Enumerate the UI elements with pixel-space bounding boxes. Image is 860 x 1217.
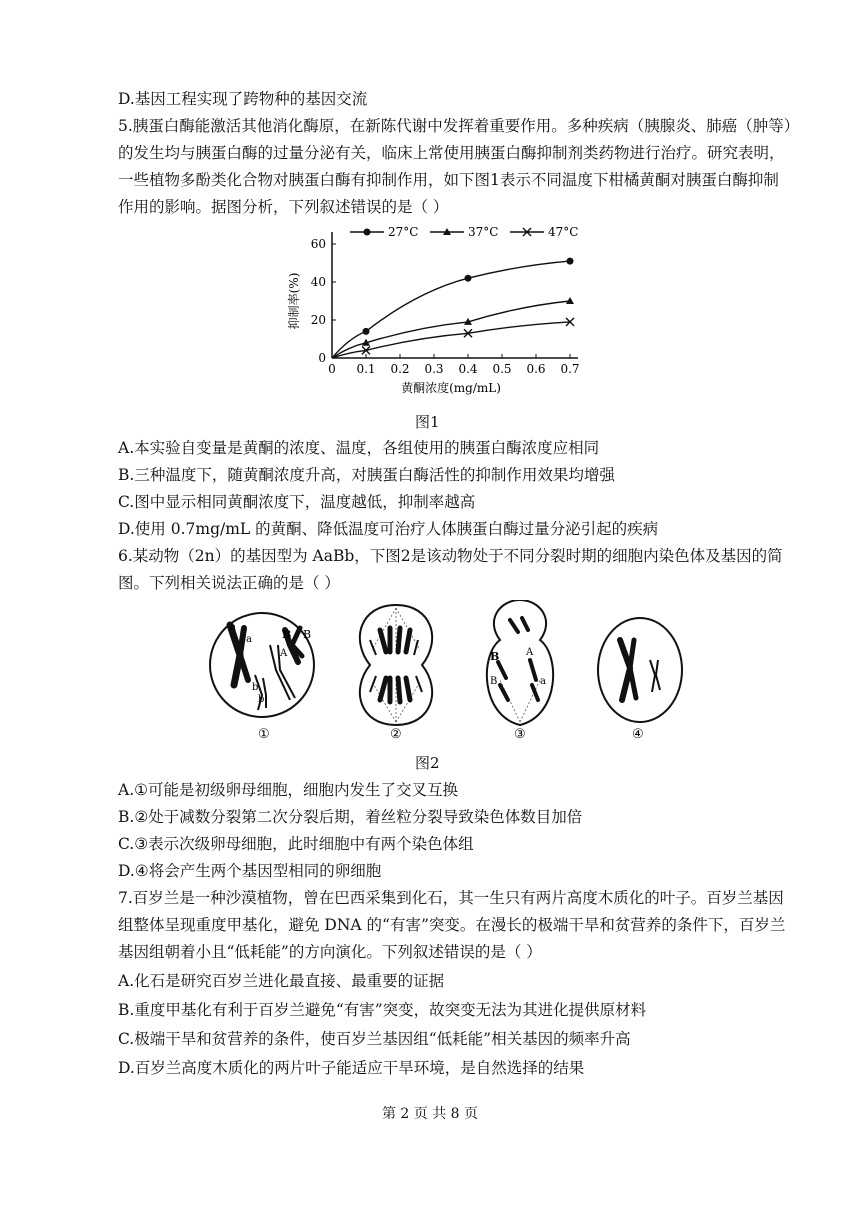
gene-label: A (526, 647, 534, 658)
q5-stem-line-3: 一些植物多酚类化合物对胰蛋白酶有抑制作用，如下图1表示不同温度下柑橘黄酮对胰蛋白酶抑制 (118, 171, 779, 189)
q7-stem-line-2: 组整体呈现重度甲基化，避免 DNA 的“有害”突变。在漫长的极端干旱和贫营养的条件下，百岁兰 (118, 916, 786, 934)
gene-label: a (540, 676, 546, 687)
gene-label: A (280, 648, 288, 659)
data-point (363, 328, 370, 335)
q7-option-b: B.重度甲基化有利于百岁兰避免“有害”突变，故突变无法为其进化提供原材料 (118, 1001, 647, 1019)
x-tick-label: 0.3 (424, 362, 444, 376)
cell-1 (210, 613, 314, 717)
y-axis-label: 抑制率(%) (287, 272, 301, 330)
cell-2-label: ② (390, 727, 402, 742)
x-tick-label: 0.5 (492, 362, 512, 376)
q5-stem-line-2: 的发生均与胰蛋白酶的过量分泌有关，临床上常使用胰蛋白酶抑制剂类药物进行治疗。研究表明， (118, 144, 785, 162)
data-point (465, 275, 472, 282)
gene-label: b (252, 682, 259, 693)
gene-label: B (282, 628, 292, 641)
q5-option-b: B.三种温度下，随黄酮浓度升高，对胰蛋白酶活性的抑制作用效果均增强 (118, 466, 615, 484)
q6-stem-line-1: 6.某动物（2n）的基因型为 AaBb，下图2是该动物处于不同分裂时期的细胞内染色体及基因的简 (118, 547, 783, 565)
cell-2 (360, 605, 432, 725)
gene-label: b (258, 694, 265, 705)
q6-option-b: B.②处于减数分裂第二次分裂后期，着丝粒分裂导致染色体数目加倍 (118, 808, 583, 826)
page-footer: 第 2 页 共 8 页 (381, 1106, 479, 1122)
q7-option-a: A.化石是研究百岁兰进化最直接、最重要的证据 (118, 972, 445, 990)
data-point (566, 297, 574, 304)
gene-label: B (303, 628, 312, 641)
cell-3-label: ③ (514, 727, 526, 742)
x-tick-label: 0 (328, 362, 336, 376)
q7-option-c: C.极端干旱和贫营养的条件，使百岁兰基因组“低耗能”相关基因的频率升高 (118, 1030, 631, 1048)
q6-option-a: A.①可能是初级卵母细胞，细胞内发生了交叉互换 (118, 781, 459, 799)
y-tick-label: 0 (318, 351, 326, 365)
legend-label: 47°C (548, 225, 579, 239)
legend-label: 37°C (468, 225, 499, 239)
cell-4-label: ④ (632, 727, 644, 742)
q6-stem-line-2: 图。下列相关说法正确的是（ ） (118, 574, 340, 592)
gene-label: a (230, 622, 236, 633)
data-point (567, 258, 574, 265)
figure-2-caption: 图2 (415, 754, 440, 772)
gene-label: a (246, 634, 252, 645)
q6-option-c: C.③表示次级卵母细胞，此时细胞中有两个染色体组 (118, 835, 474, 853)
cell-3 (487, 600, 553, 725)
q7-stem-line-1: 7.百岁兰是一种沙漠植物，曾在巴西采集到化石，其一生只有两片高度木质化的叶子。百岁兰基因 (118, 889, 784, 907)
y-tick-label: 40 (310, 275, 326, 289)
x-tick-label: 0.6 (526, 362, 546, 376)
gene-label: B (490, 676, 498, 687)
gene-label: B (490, 650, 500, 663)
figure-1-caption: 图1 (415, 413, 440, 431)
legend-label: 27°C (388, 225, 419, 239)
figure-1-line-chart (270, 218, 600, 403)
x-tick-label: 0.4 (458, 362, 478, 376)
cell-1-label: ① (258, 727, 270, 742)
q6-option-d: D.④将会产生两个基因型相同的卵细胞 (118, 862, 382, 880)
q5-option-a: A.本实验自变量是黄酮的浓度、温度，各组使用的胰蛋白酶浓度应相同 (118, 439, 600, 457)
y-tick-label: 60 (310, 237, 326, 251)
figure-2-cell-diagrams (200, 600, 700, 745)
q4-option-d: D.基因工程实现了跨物种的基因交流 (118, 90, 368, 108)
q5-stem-line-1: 5.胰蛋白酶能激活其他消化酶原，在新陈代谢中发挥着重要作用。多种疾病（胰腺炎、肺癌（肿等） (118, 117, 800, 135)
cell-4 (598, 618, 682, 722)
y-tick-label: 20 (310, 313, 326, 327)
q7-option-d: D.百岁兰高度木质化的两片叶子能适应干旱环境，是自然选择的结果 (118, 1059, 585, 1077)
x-tick-label: 0.2 (390, 362, 410, 376)
q5-option-c: C.图中显示相同黄酮浓度下，温度越低，抑制率越高 (118, 493, 476, 511)
x-axis-label: 黄酮浓度(mg/mL) (401, 381, 501, 395)
q5-stem-line-4: 作用的影响。据图分析，下列叙述错误的是（ ） (118, 198, 449, 216)
q7-stem-line-3: 基因组朝着小且“低耗能”的方向演化。下列叙述错误的是（ ） (118, 943, 542, 961)
x-tick-label: 0.1 (356, 362, 376, 376)
q5-option-d: D.使用 0.7mg/mL 的黄酮、降低温度可治疗人体胰蛋白酶过量分泌引起的疾病 (118, 520, 659, 538)
data-point (364, 229, 371, 236)
x-tick-label: 0.7 (560, 362, 580, 376)
